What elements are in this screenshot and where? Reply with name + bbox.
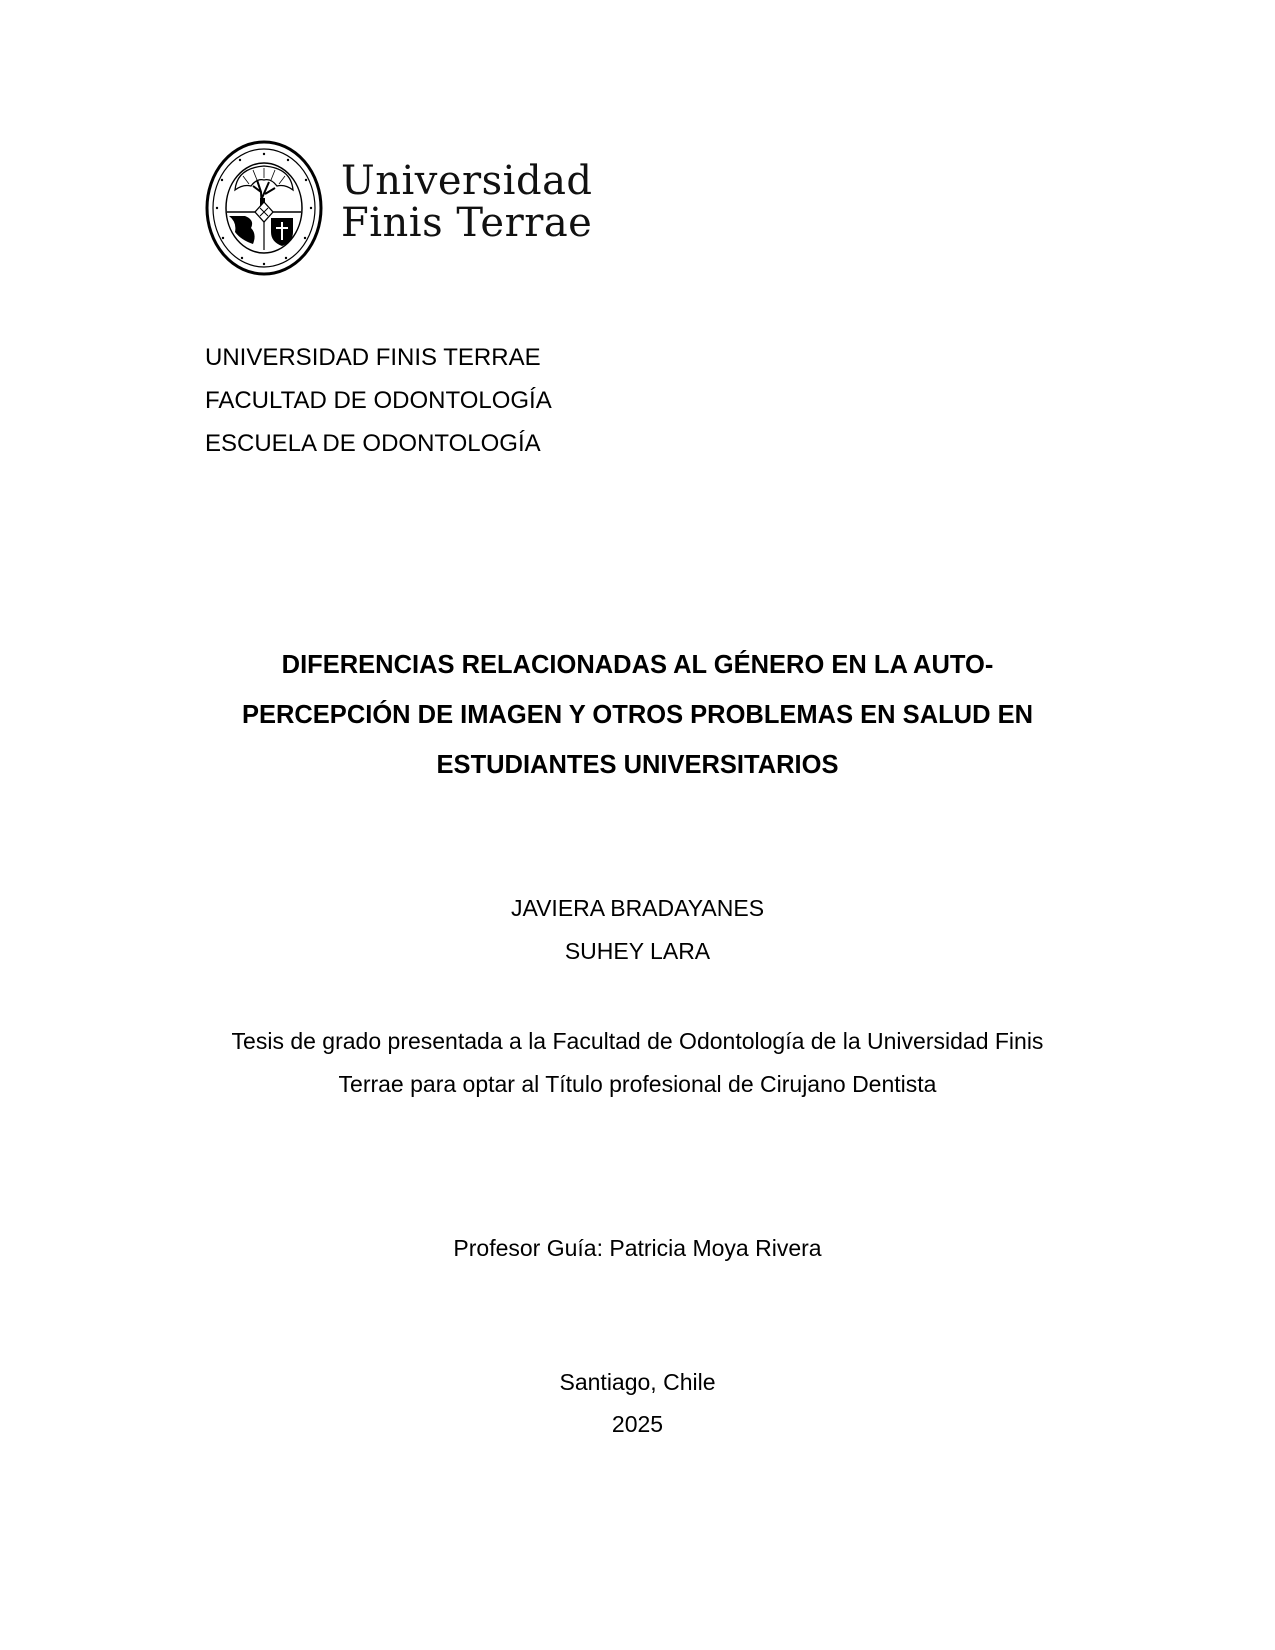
author-name: SUHEY LARA bbox=[564, 938, 711, 964]
wordmark-line2: Finis Terrae bbox=[341, 200, 593, 246]
institution-block bbox=[205, 336, 552, 465]
wordmark-line1: Universidad bbox=[341, 158, 593, 204]
faculty-name: FACULTAD DE ODONTOLOGÍA bbox=[205, 387, 552, 414]
university-logo bbox=[205, 140, 625, 280]
university-name: UNIVERSIDAD FINIS TERRAE bbox=[205, 344, 541, 371]
university-wordmark bbox=[341, 160, 593, 244]
school-name: ESCUELA DE ODONTOLOGÍA bbox=[205, 430, 541, 457]
place-date-block bbox=[0, 1361, 1275, 1445]
advisor-line: Profesor Guía: Patricia Moya Rivera bbox=[453, 1235, 822, 1261]
thesis-statement-line-2: Terrae para optar al Título profesional de Cirujano Dentista bbox=[338, 1071, 937, 1097]
place: Santiago, Chile bbox=[559, 1369, 716, 1395]
authors-block bbox=[0, 887, 1275, 973]
thesis-statement-line-1: Tesis de grado presentada a la Facultad de Odontología de la Universidad Finis bbox=[231, 1028, 1044, 1054]
author-name: JAVIERA BRADAYANES bbox=[510, 895, 765, 921]
university-seal-icon bbox=[205, 140, 323, 276]
title-line-3: ESTUDIANTES UNIVERSITARIOS bbox=[436, 751, 839, 779]
title-line-2: PERCEPCIÓN DE IMAGEN Y OTROS PROBLEMAS EN SALUD EN bbox=[241, 701, 1034, 729]
thesis-statement bbox=[0, 1020, 1275, 1106]
year: 2025 bbox=[611, 1411, 664, 1437]
title-line-1: DIFERENCIAS RELACIONADAS AL GÉNERO EN LA AUTO- bbox=[281, 651, 994, 679]
thesis-title bbox=[160, 640, 1115, 790]
